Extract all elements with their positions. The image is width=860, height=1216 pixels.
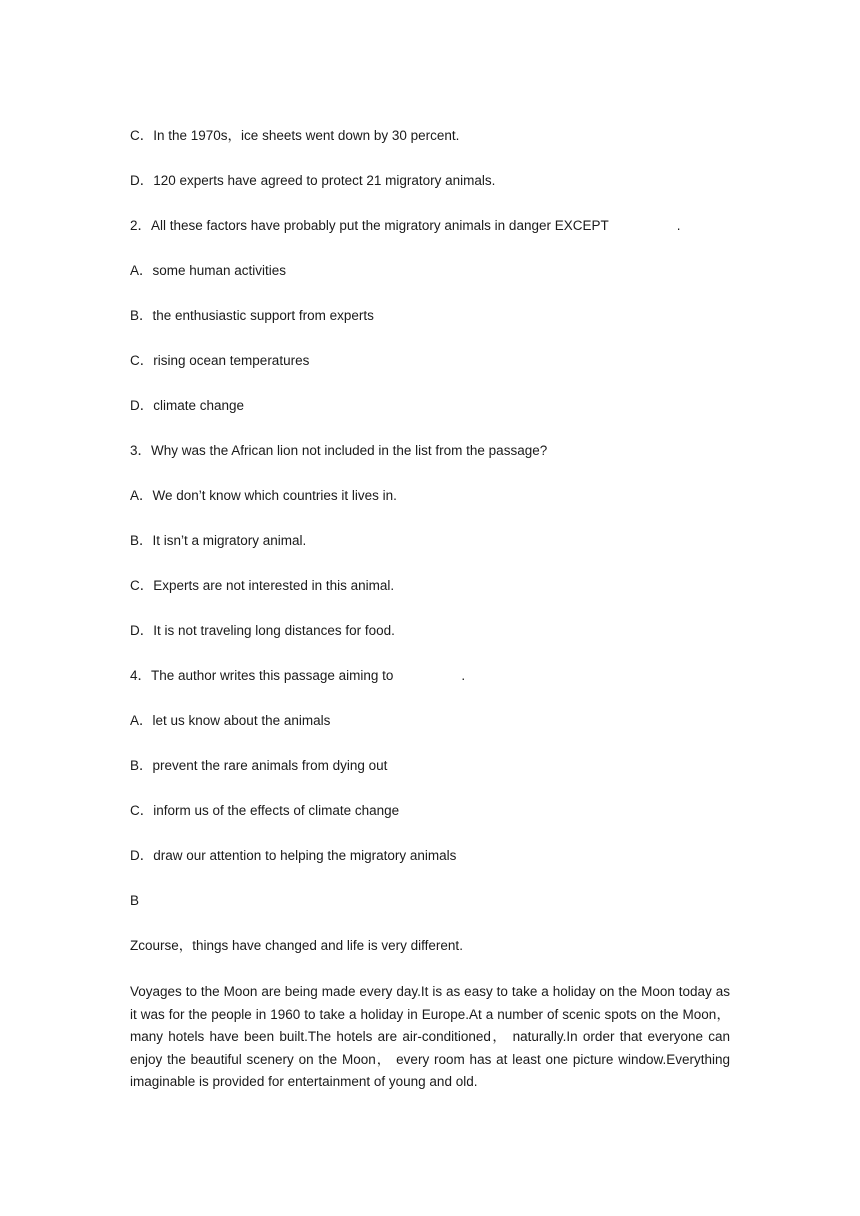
passage-paragraph: Voyages to the Moon are being made every day.It is as easy to take a holiday on the Moon today as it was for the people in 1960 to take a holiday in Europe.At a number of scenic spots on the Moon， many hotels have been built.The hotels are air-conditioned， naturally.In order that everyone can enjoy the beautiful scenery on the Moon， every room has at least one picture window.Everything imaginable is provided for entertainment of young and old. <box>130 984 730 1089</box>
question-2 <box>130 216 730 236</box>
option-4d: D．draw our attention to helping the migratory animals <box>130 848 457 863</box>
option-3a: A．We don’t know which countries it lives in. <box>130 488 397 503</box>
option-3b: B．It isn’t a migratory animal. <box>130 533 307 548</box>
option-4b: B．prevent the rare animals from dying out <box>130 758 388 773</box>
option-1c: C．In the 1970s，ice sheets went down by 30 percent. <box>130 128 460 143</box>
question-3: 3．Why was the African lion not included in the list from the passage? <box>130 443 548 458</box>
question-4-period: . <box>461 668 466 683</box>
option-2b: B．the enthusiastic support from experts <box>130 308 374 323</box>
option-4a: A．let us know about the animals <box>130 713 331 728</box>
document-content <box>130 126 730 1094</box>
option-3d: D．It is not traveling long distances for food. <box>130 623 395 638</box>
question-4-text: 4．The author writes this passage aiming to <box>130 668 394 683</box>
question-4 <box>130 666 730 686</box>
question-2-period: . <box>676 218 681 233</box>
option-1d: D．120 experts have agreed to protect 21 migratory animals. <box>130 173 496 188</box>
option-2d: D．climate change <box>130 398 245 413</box>
option-2c: C．rising ocean temperatures <box>130 353 310 368</box>
option-4c: C．inform us of the effects of climate change <box>130 803 400 818</box>
passage-intro: Zcourse，things have changed and life is very different. <box>130 938 463 953</box>
option-2a: A．some human activities <box>130 263 287 278</box>
option-3c: C．Experts are not interested in this animal. <box>130 578 395 593</box>
section-label-b: B <box>130 893 140 908</box>
question-2-text: 2．All these factors have probably put the migratory animals in danger EXCEPT <box>130 218 609 233</box>
